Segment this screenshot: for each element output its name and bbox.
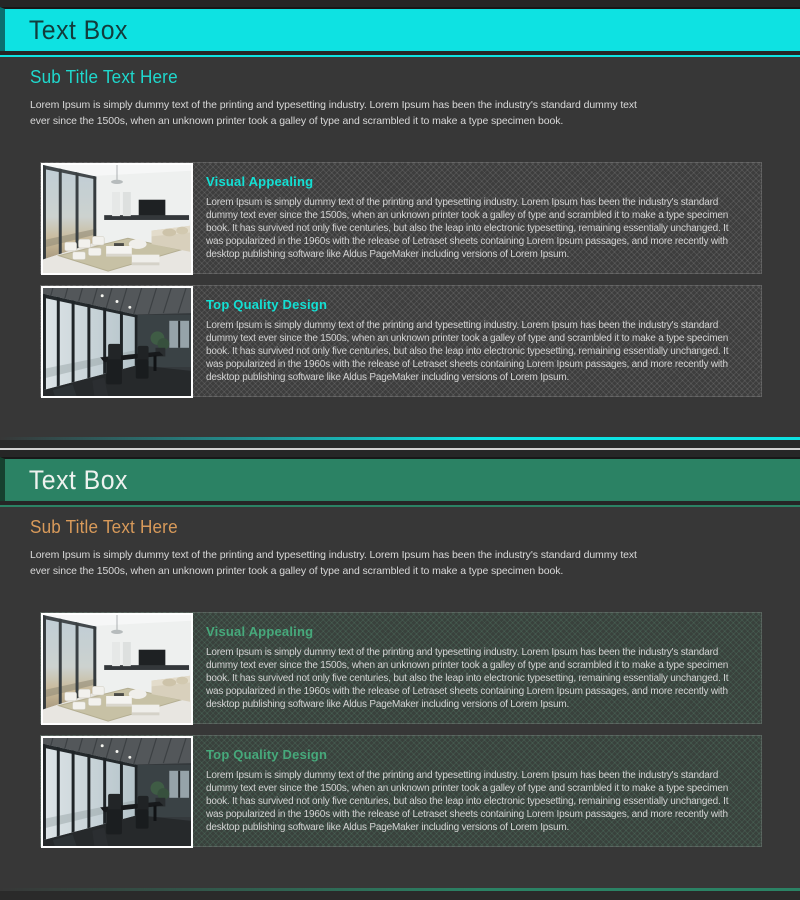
living-room-photo: [41, 613, 193, 725]
slide-title-bar: [0, 7, 800, 51]
living-room-photo: [41, 163, 193, 275]
card-heading: Top Quality Design: [206, 746, 328, 762]
card-text-block: [206, 286, 761, 384]
feature-card-top-quality-design: [40, 285, 762, 397]
header-zone: [0, 450, 800, 505]
feature-card-visual-appealing: [40, 612, 762, 724]
card-list: [40, 162, 770, 397]
card-heading: Top Quality Design: [206, 296, 328, 312]
office-interior-photo: [41, 286, 193, 398]
bottom-strip: [0, 891, 800, 900]
card-heading: Visual Appealing: [206, 173, 314, 189]
card-text-block: [206, 613, 761, 711]
subtitle: Sub Title Text Here: [30, 517, 178, 537]
slide-content: [0, 507, 800, 847]
slide-content: [0, 57, 800, 397]
card-body: Lorem Ipsum is simply dummy text of the printing and typesetting industry. Lorem Ipsum has been the industry's standard dummy text ever since the 1500s, when an unknown printer took a galley of type and scrambled it to make a type specimen book. It has survived not only five centuries, but also the leap into electronic typesetting, remaining essentially unchanged. It was popularized in the 1960s with the release of Letraset sheets containing Lorem Ipsum passages, and more recently with desktop publishing software like Aldus PageMaker including versions of Lorem Ipsum.: [206, 319, 729, 383]
card-body: Lorem Ipsum is simply dummy text of the printing and typesetting industry. Lorem Ipsum has been the industry's standard dummy text ever since the 1500s, when an unknown printer took a galley of type and scrambled it to make a type specimen book. It has survived not only five centuries, but also the leap into electronic typesetting, remaining essentially unchanged. It was popularized in the 1960s with the release of Letraset sheets containing Lorem Ipsum passages, and more recently with desktop publishing software like Aldus PageMaker including versions of Lorem Ipsum.: [206, 646, 729, 710]
feature-card-visual-appealing: [40, 162, 762, 274]
card-list: [40, 612, 770, 847]
office-interior-photo: [41, 736, 193, 848]
card-text-block: [206, 163, 761, 261]
slide-title: Text Box: [28, 464, 128, 495]
slide-green-variant: [0, 450, 800, 900]
slide-title-bar: [0, 457, 800, 501]
card-body: Lorem Ipsum is simply dummy text of the printing and typesetting industry. Lorem Ipsum has been the industry's standard dummy text ever since the 1500s, when an unknown printer took a galley of type and scrambled it to make a type specimen book. It has survived not only five centuries, but also the leap into electronic typesetting, remaining essentially unchanged. It was popularized in the 1960s with the release of Letraset sheets containing Lorem Ipsum passages, and more recently with desktop publishing software like Aldus PageMaker including versions of Lorem Ipsum.: [206, 196, 729, 260]
subtitle: Sub Title Text Here: [30, 67, 178, 87]
slide-title: Text Box: [28, 14, 128, 45]
header-zone: [0, 0, 800, 55]
intro-paragraph: Lorem Ipsum is simply dummy text of the printing and typesetting industry. Lorem Ipsum has been the industry's standard dummy text ever since the 1500s, when an unknown printer took a galley of type and scrambled it to make a type specimen book.: [30, 549, 637, 578]
intro-paragraph: Lorem Ipsum is simply dummy text of the printing and typesetting industry. Lorem Ipsum has been the industry's standard dummy text ever since the 1500s, when an unknown printer took a galley of type and scrambled it to make a type specimen book.: [30, 99, 637, 128]
card-text-block: [206, 736, 761, 834]
feature-card-top-quality-design: [40, 735, 762, 847]
card-body: Lorem Ipsum is simply dummy text of the printing and typesetting industry. Lorem Ipsum has been the industry's standard dummy text ever since the 1500s, when an unknown printer took a galley of type and scrambled it to make a type specimen book. It has survived not only five centuries, but also the leap into electronic typesetting, remaining essentially unchanged. It was popularized in the 1960s with the release of Letraset sheets containing Lorem Ipsum passages, and more recently with desktop publishing software like Aldus PageMaker including versions of Lorem Ipsum.: [206, 769, 729, 833]
bottom-strip: [0, 440, 800, 448]
card-heading: Visual Appealing: [206, 623, 314, 639]
